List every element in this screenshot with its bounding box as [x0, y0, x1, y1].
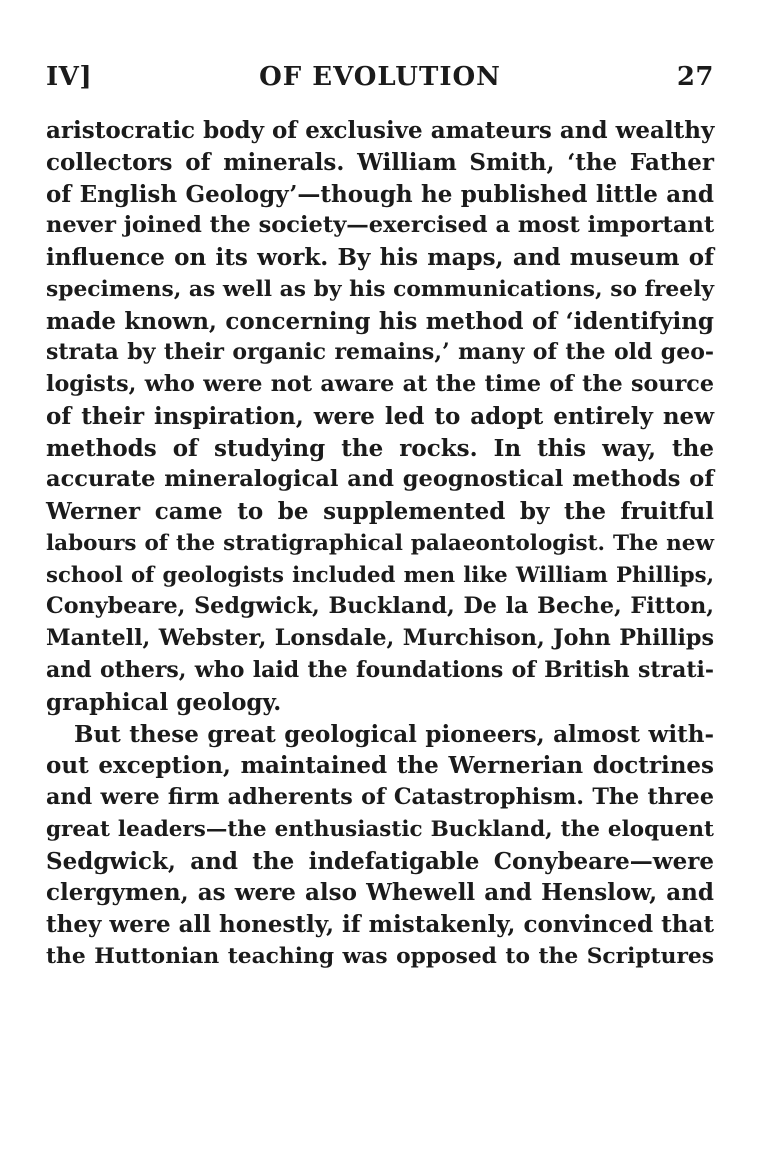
text-line: methods of studying the rocks. In this way, the	[46, 434, 714, 462]
text-line: and others, who laid the foundations of British strati-	[46, 657, 714, 684]
text-line: great leaders—the enthusiastic Buckland, the eloquent	[46, 816, 714, 842]
page-number: 27	[676, 62, 714, 92]
text-line: they were all honestly, if mistakenly, convinced that	[46, 911, 714, 939]
running-header	[46, 62, 714, 96]
text-line: of English Geology’—though he published little and	[46, 180, 714, 208]
text-line: made known, concerning his method of ‘identifying	[46, 307, 714, 335]
text-line: clergymen, as were also Whewell and Henslow, and	[46, 879, 714, 907]
text-line: labours of the stratigraphical palaeontologist. The new	[46, 530, 714, 556]
text-line: Mantell, Webster, Lonsdale, Murchison, John Phillips	[46, 625, 714, 652]
text-line: collectors of minerals. William Smith, ‘the Father	[46, 148, 714, 176]
paragraph-start-line: But these great geological pioneers, almost with-	[74, 720, 714, 748]
text-line: accurate mineralogical and geognostical methods of	[46, 466, 714, 493]
text-line: specimens, as well as by his communications, so freely	[46, 276, 714, 302]
text-line: of their inspiration, were led to adopt entirely new	[46, 402, 714, 430]
text-line: school of geologists included men like William Phillips,	[46, 562, 714, 588]
text-line: Werner came to be supplemented by the fruitful	[46, 498, 714, 526]
paragraph-end-line: graphical geology.	[46, 688, 282, 716]
body-text	[46, 115, 714, 973]
text-line: the Huttonian teaching was opposed to the Scriptures	[46, 943, 714, 969]
text-line: influence on its work. By his maps, and museum of	[46, 244, 714, 272]
chapter-number: IV]	[46, 62, 93, 92]
text-line: aristocratic body of exclusive amateurs and wealthy	[46, 117, 715, 144]
text-line: Conybeare, Sedgwick, Buckland, De la Beche, Fitton,	[46, 593, 714, 620]
running-title: OF EVOLUTION	[259, 62, 501, 92]
text-line: out exception, maintained the Wernerian doctrines	[46, 752, 714, 780]
text-line: Sedgwick, and the indefatigable Conybeare—were	[46, 847, 714, 875]
text-line: and were firm adherents of Catastrophism. The three	[46, 784, 714, 811]
text-line: never joined the society—exercised a most important	[46, 212, 715, 239]
text-line: logists, who were not aware at the time of the source	[46, 371, 714, 398]
text-line: strata by their organic remains,’ many of the old geo-	[46, 339, 714, 366]
